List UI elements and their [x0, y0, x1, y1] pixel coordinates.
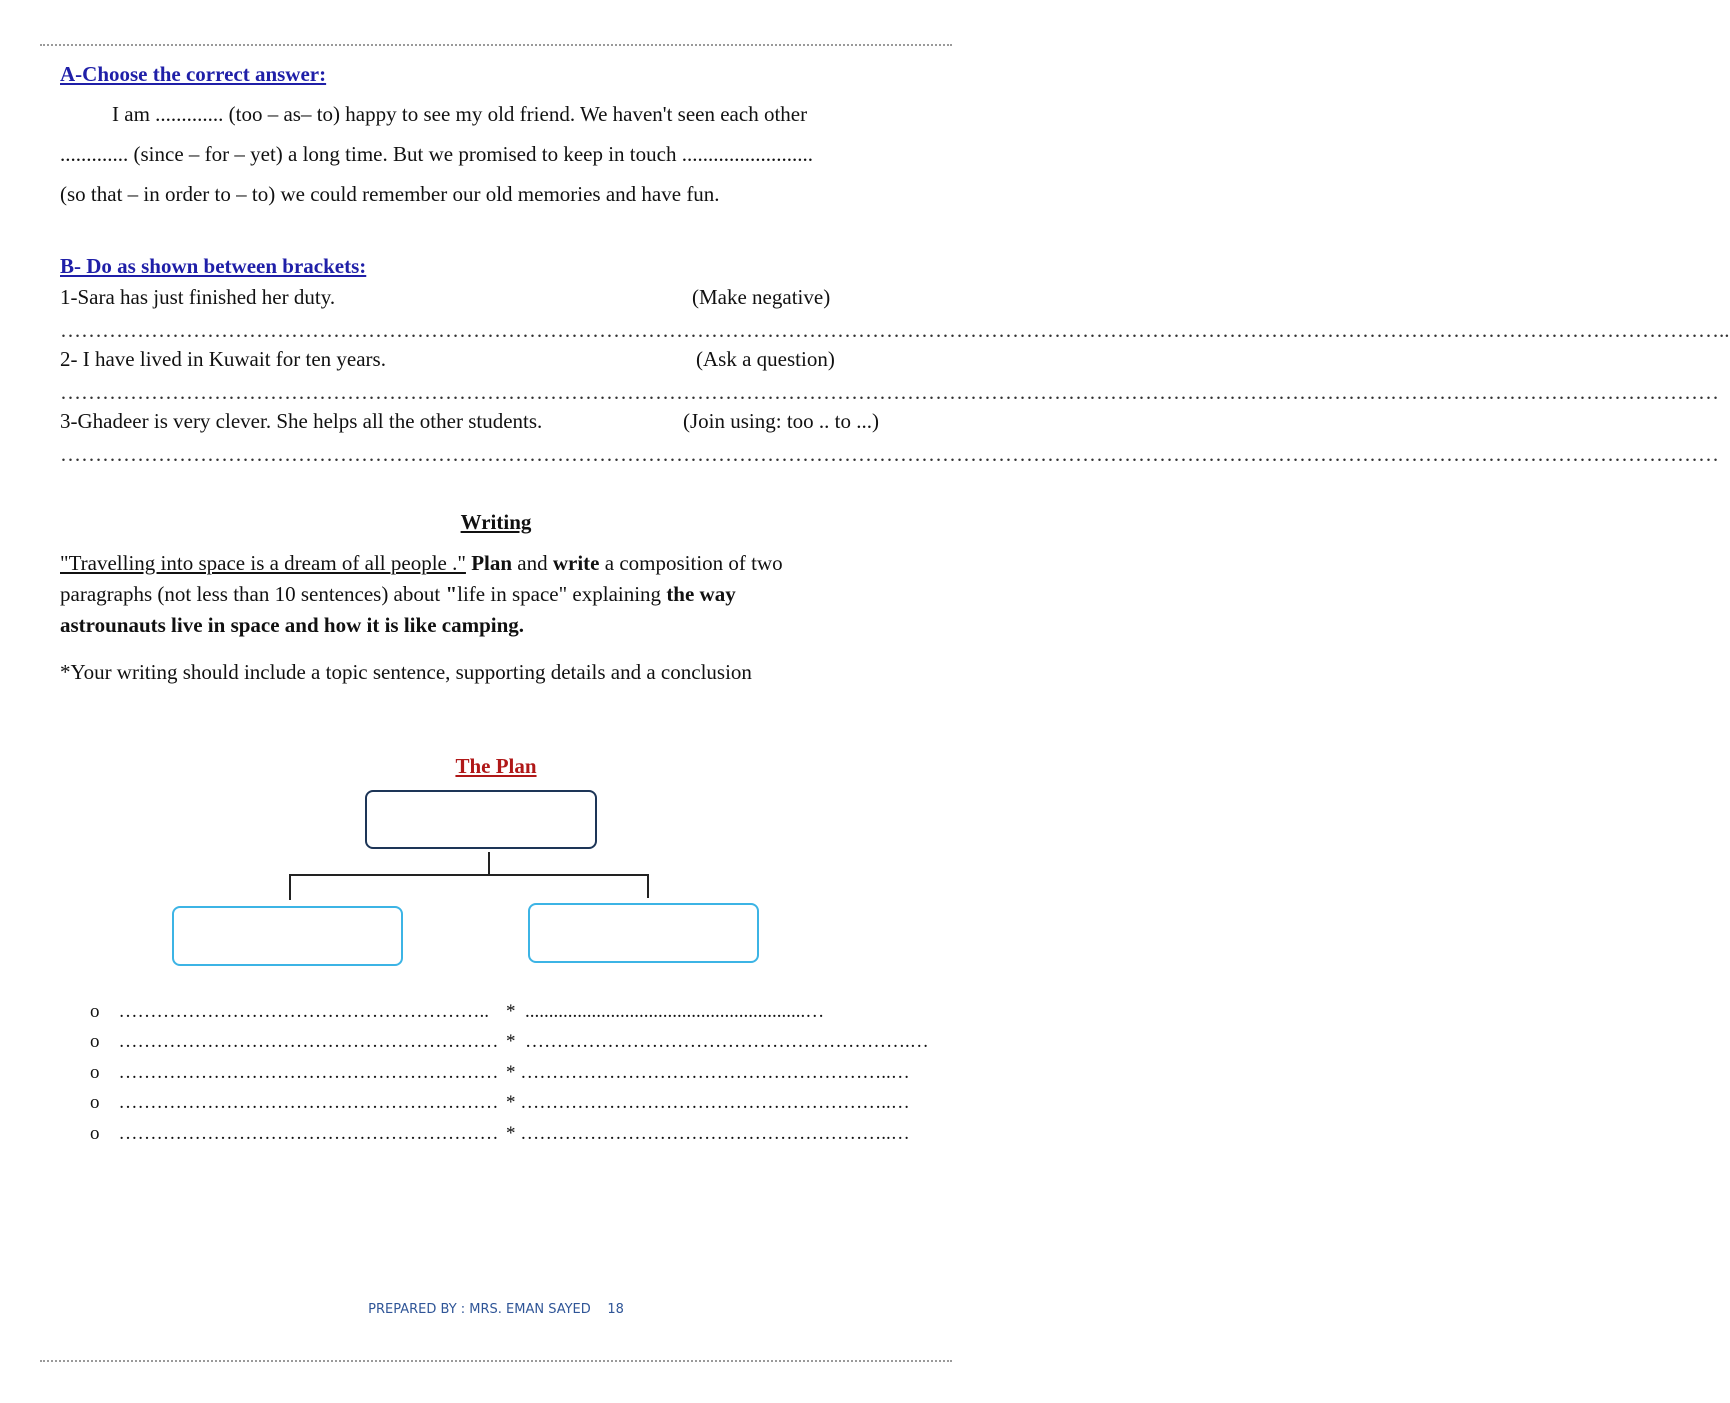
plan-right-line: …………………………………………………..…: [520, 1062, 910, 1083]
plan-left-item[interactable]: [90, 1092, 499, 1114]
bottom-dotted-border: [40, 1360, 952, 1362]
plan-left-item[interactable]: [90, 1031, 499, 1053]
writing-prompt-and: and: [512, 551, 553, 575]
connector-left-drop: [289, 874, 291, 900]
writing-prompt-line-2-bold: the way: [666, 582, 736, 606]
writing-prompt-line-2-b: life in space" explaining: [457, 582, 667, 606]
question-1-answer-line[interactable]: …………………………………………………………………………………………………………………………………………………………………………………………………………………..: [60, 318, 1730, 342]
question-2-answer-line[interactable]: …………………………………………………………………………………………………………………………………………………………………………………………………………………: [60, 380, 1719, 404]
question-3-sentence: 3-Ghadeer is very clever. She helps all the other students.: [60, 409, 543, 433]
writing-note: *Your writing should include a topic sentence, supporting details and a conclusion: [60, 660, 752, 684]
section-b-heading: B- Do as shown between brackets:: [60, 254, 367, 278]
question-2-instruction: (Ask a question): [696, 347, 835, 371]
question-1-instruction: (Make negative): [692, 285, 831, 309]
question-2-sentence: 2- I have lived in Kuwait for ten years.: [60, 347, 386, 371]
top-dotted-border: [40, 44, 952, 46]
plan-topic-box[interactable]: [365, 790, 597, 849]
plan-left-line: ……………………………………………………: [118, 1031, 499, 1052]
section-a-heading: A-Choose the correct answer:: [60, 62, 327, 86]
prepared-by: PREPARED BY : MRS. EMAN SAYED: [368, 1302, 591, 1317]
plan-right-item[interactable]: [506, 1092, 910, 1114]
plan-title: The Plan: [455, 754, 537, 778]
plan-paragraph-1-box[interactable]: [172, 906, 403, 966]
writing-prompt-line-1: [60, 551, 783, 576]
plan-left-line: ……………………………………………………: [118, 1092, 499, 1113]
writing-prompt-plan: Plan: [471, 551, 513, 575]
section-a-line-1: I am ............. (too – as– to) happy to see my old friend. We haven't seen each other: [112, 102, 808, 126]
writing-prompt-write: write: [552, 551, 600, 575]
connector-right-drop: [647, 874, 649, 898]
question-1-sentence: 1-Sara has just finished her duty.: [60, 285, 336, 309]
writing-prompt-line-2-a: paragraphs (not less than 10 sentences) about: [60, 582, 446, 606]
writing-prompt-line-2: [60, 582, 736, 607]
asterisk-bullet-icon: *: [506, 1001, 516, 1022]
plan-left-line: …………………………………………………..: [118, 1001, 489, 1022]
plan-left-item[interactable]: [90, 1123, 499, 1145]
asterisk-bullet-icon: *: [506, 1062, 516, 1083]
section-a-line-2: ............. (since – for – yet) a long time. But we promised to keep in touch .........................: [60, 142, 813, 166]
page-footer: [0, 1302, 992, 1317]
writing-prompt-line-3: astrounauts live in space and how it is like camping.: [60, 613, 525, 637]
circle-bullet-icon: o: [90, 1092, 100, 1113]
plan-right-line: …………………………………………………..…: [520, 1092, 910, 1113]
plan-right-item[interactable]: [506, 1001, 824, 1023]
plan-right-item[interactable]: [506, 1123, 910, 1145]
writing-title: Writing: [460, 510, 532, 534]
writing-prompt-rest: a composition of two: [599, 551, 783, 575]
plan-right-item[interactable]: [506, 1031, 929, 1053]
plan-right-item[interactable]: [506, 1062, 910, 1084]
plan-right-line: …………………………………………………..…: [520, 1123, 910, 1144]
asterisk-bullet-icon: *: [506, 1031, 516, 1052]
asterisk-bullet-icon: *: [506, 1092, 516, 1113]
writing-prompt-line-2-quote: ": [445, 582, 458, 606]
writing-prompt-quote: "Travelling into space is a dream of all people .": [60, 551, 466, 575]
plan-left-line: ……………………………………………………: [118, 1123, 499, 1144]
plan-right-line: ...........................................................…: [525, 1001, 825, 1022]
question-3-instruction: (Join using: too .. to ...): [683, 409, 880, 433]
circle-bullet-icon: o: [90, 1123, 100, 1144]
plan-left-item[interactable]: [90, 1001, 489, 1023]
circle-bullet-icon: o: [90, 1062, 100, 1083]
asterisk-bullet-icon: *: [506, 1123, 516, 1144]
plan-left-item[interactable]: [90, 1062, 499, 1084]
question-3-answer-line[interactable]: …………………………………………………………………………………………………………………………………………………………………………………………………………………: [60, 442, 1719, 466]
circle-bullet-icon: o: [90, 1031, 100, 1052]
plan-paragraph-2-box[interactable]: [528, 903, 759, 963]
connector-horizontal: [289, 874, 649, 876]
connector-vertical: [488, 852, 490, 875]
circle-bullet-icon: o: [90, 1001, 100, 1022]
plan-right-line: …………………………………………………….…: [525, 1031, 929, 1052]
page-number: 18: [607, 1302, 624, 1317]
section-a-line-3: (so that – in order to – to) we could remember our old memories and have fun.: [60, 182, 720, 206]
plan-left-line: ……………………………………………………: [118, 1062, 499, 1083]
